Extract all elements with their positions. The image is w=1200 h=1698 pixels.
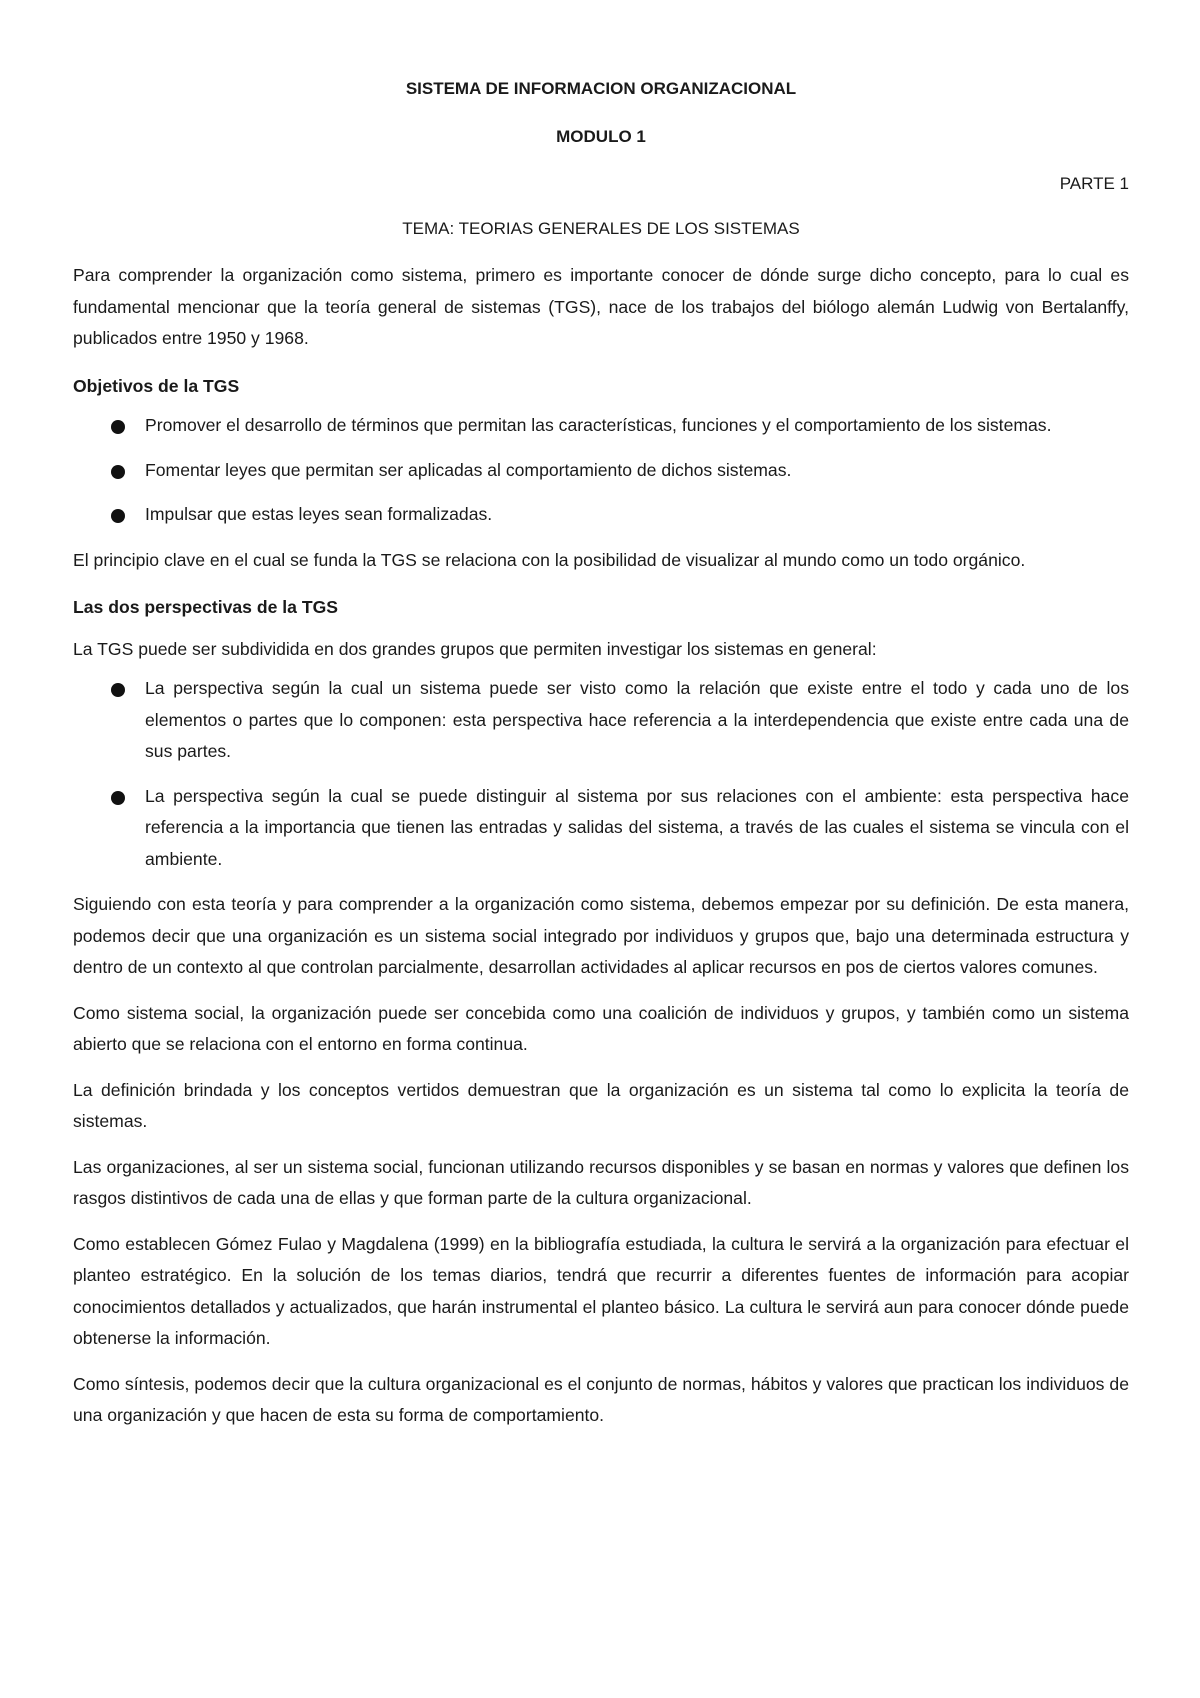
bullet-icon [111, 791, 125, 805]
bullet-icon [111, 465, 125, 479]
objectives-heading: Objetivos de la TGS [73, 375, 240, 396]
document-title: SISTEMA DE INFORMACION ORGANIZACIONAL [405, 79, 797, 98]
body-paragraph: Como establecen Gómez Fulao y Magdalena (1999) en la bibliografía estudiada, la cultura le servirá a la organización para efectuar el planteo estratégico. En la solución de los temas diarios, tendrá que recurrir a diferentes fuentes de información para acopiar conocimientos detallados y actualizados, que harán instrumental el planteo básico. La cultura le servirá aun para conocer dónde puede obtenerse la información. [73, 1233, 1129, 1348]
body-paragraph: Siguiendo con esta teoría y para comprender a la organización como sistema, debemos empezar por su definición. De esta manera, podemos decir que una organización es un sistema social integrado por individuos y grupos que, bajo una determinada estructura y dentro de un contexto al que controlan parcialmente, desarrollan actividades al aplicar recursos en pos de ciertos valores comunes. [73, 894, 1129, 977]
bullet-icon [111, 509, 125, 523]
perspective-text: La perspectiva según la cual se puede distinguir al sistema por sus relaciones con el ambiente: esta perspectiva hace referencia a la importancia que tienen las entradas y salidas del sistema, a través de las cuales el sistema se vincula con el ambiente. [145, 785, 1129, 869]
body-paragraph: Las organizaciones, al ser un sistema social, funcionan utilizando recursos disponibles y se basan en normas y valores que definen los rasgos distintivos de cada una de ellas y que forman parte de la cultura organizacional. [73, 1156, 1129, 1208]
body-paragraph: Como síntesis, podemos decir que la cultura organizacional es el conjunto de normas, hábitos y valores que practican los individuos de una organización y que hacen de esta su forma de comportamiento. [73, 1373, 1129, 1425]
body-paragraph: Como sistema social, la organización puede ser concebida como una coalición de individuos y grupos, y también como un sistema abierto que se relaciona con el entorno en forma continua. [73, 1002, 1129, 1054]
perspectives-intro: La TGS puede ser subdividida en dos grandes grupos que permiten investigar los sistemas en general: [73, 638, 877, 659]
objective-text: Impulsar que estas leyes sean formalizadas. [145, 504, 493, 524]
body-paragraph: La definición brindada y los conceptos vertidos demuestran que la organización es un sistema tal como lo explicita la teoría de sistemas. [73, 1079, 1129, 1131]
list-item [73, 781, 1129, 876]
objective-text: Promover el desarrollo de términos que permitan las características, funciones y el comportamiento de los sistemas. [145, 415, 1052, 435]
principle-paragraph: El principio clave en el cual se funda la TGS se relaciona con la posibilidad de visualizar al mundo como un todo orgánico. [73, 549, 1026, 570]
list-item [73, 499, 1129, 531]
list-item [73, 673, 1129, 768]
bullet-icon [111, 683, 125, 697]
part-label: PARTE 1 [1059, 174, 1129, 193]
bullet-icon [111, 420, 125, 434]
objective-text: Fomentar leyes que permitan ser aplicadas al comportamiento de dichos sistemas. [145, 459, 792, 480]
perspective-text: La perspectiva según la cual un sistema puede ser visto como la relación que existe entre el todo y cada uno de los elementos o partes que lo componen: esta perspectiva hace referencia a la interdependencia que existe entre cada una de sus partes. [145, 678, 1129, 761]
list-item [73, 455, 1129, 487]
perspectives-heading: Las dos perspectivas de la TGS [73, 597, 338, 617]
objectives-list [73, 410, 1129, 531]
perspectives-list [73, 673, 1129, 875]
intro-paragraph: Para comprender la organización como sistema, primero es importante conocer de dónde surge dicho concepto, para lo cual es fundamental mencionar que la teoría general de sistemas (TGS), nace de los trabajos del biólogo alemán Ludwig von Bertalanffy, publicados entre 1950 y 1968. [73, 265, 1129, 348]
module-label: MODULO 1 [556, 127, 646, 146]
list-item [73, 410, 1129, 442]
topic-heading: TEMA: TEORIAS GENERALES DE LOS SISTEMAS [402, 219, 800, 238]
